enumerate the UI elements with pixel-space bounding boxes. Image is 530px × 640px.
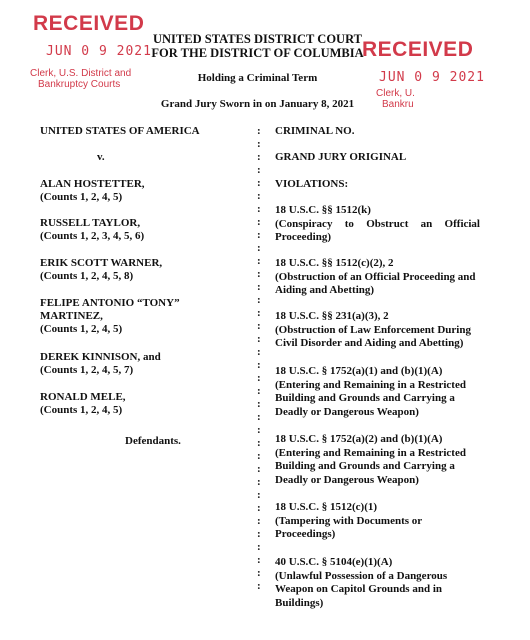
caption-colon: : (257, 333, 261, 345)
versus: v. (97, 151, 105, 163)
received-stamp-left-date: JUN 0 9 2021 (46, 44, 152, 59)
caption-colon: : (257, 541, 261, 553)
violation-desc-line: (Obstruction of Law Enforcement During (275, 323, 471, 336)
caption-colon: : (257, 567, 261, 579)
caption-colon: : (257, 229, 261, 241)
term-heading: Holding a Criminal Term (197, 72, 318, 84)
defendant-name: ERIK SCOTT WARNER, (40, 257, 163, 269)
violation-desc-line: Building and Grounds and Carrying a (275, 392, 455, 404)
caption-colon: : (257, 294, 261, 306)
violation-desc-line: Deadly or Dangerous Weapon) (275, 405, 419, 418)
caption-colon: : (257, 463, 261, 475)
violation-item (275, 433, 480, 487)
plaintiff: UNITED STATES OF AMERICA (40, 125, 200, 137)
violations-label: VIOLATIONS: (275, 178, 349, 190)
defendant-name: ALAN HOSTETTER, (40, 178, 145, 190)
criminal-no: CRIMINAL NO. (275, 125, 355, 137)
received-stamp-left-title: RECEIVED (33, 12, 145, 35)
received-stamp-right-date: JUN 0 9 2021 (379, 70, 485, 85)
caption-colon: : (257, 307, 261, 319)
caption-colon: : (257, 476, 261, 488)
violation-statute: 18 U.S.C. §§ 231(a)(3), 2 (275, 310, 389, 322)
violation-desc-line: (Entering and Remaining in a Restricted (275, 378, 466, 391)
defendant-name: RONALD MELE, (40, 391, 126, 403)
defendant-counts: (Counts 1, 2, 4, 5, 7) (40, 364, 134, 376)
caption-colon: : (257, 502, 261, 514)
violation-statute: 18 U.S.C. § 1752(a)(1) and (b)(1)(A) (275, 365, 443, 377)
caption-colon: : (257, 320, 261, 332)
received-stamp-right-title: RECEIVED (362, 38, 474, 61)
violation-desc-line: (Conspiracy to Obstruct an Official (275, 217, 480, 230)
received-stamp-right-line1: Clerk, U. (376, 88, 415, 99)
violation-item (275, 204, 480, 245)
caption-colon: : (257, 190, 261, 202)
caption-colon: : (257, 216, 261, 228)
grand-jury-original: GRAND JURY ORIGINAL (275, 151, 407, 163)
caption-colon: : (257, 580, 261, 592)
violation-item (275, 257, 480, 298)
defendant-counts: (Counts 1, 2, 4, 5) (40, 323, 123, 335)
defendant-counts: (Counts 1, 2, 4, 5) (40, 404, 123, 416)
violation-statute: 18 U.S.C. § 1752(a)(2) and (b)(1)(A) (275, 433, 443, 445)
defendant-name: FELIPE ANTONIO “TONY” (40, 297, 180, 309)
violation-statute: 40 U.S.C. § 5104(e)(1)(A) (275, 556, 393, 568)
defendant-name-cont: MARTINEZ, (40, 310, 103, 322)
caption-colon: : (257, 385, 261, 397)
violation-desc-line: Buildings) (275, 596, 324, 609)
violation-statute: 18 U.S.C. §§ 1512(k) (275, 204, 371, 216)
defendant-name: RUSSELL TAYLOR, (40, 217, 141, 229)
caption-colon: : (257, 281, 261, 293)
caption-colon: : (257, 203, 261, 215)
violation-desc-line: Proceedings) (275, 528, 336, 540)
caption-colon: : (257, 411, 261, 423)
caption-colon: : (257, 151, 261, 163)
violation-item (275, 365, 480, 419)
violation-desc-line: Deadly or Dangerous Weapon) (275, 473, 419, 486)
violation-desc-line: Aiding and Abetting) (275, 284, 375, 296)
caption-colon: : (257, 164, 261, 176)
caption-colon: : (257, 177, 261, 189)
caption-colon: : (257, 489, 261, 501)
defendant-counts: (Counts 1, 2, 3, 4, 5, 6) (40, 230, 145, 242)
violation-desc-line: (Tampering with Documents or (275, 514, 423, 527)
caption-colon: : (257, 437, 261, 449)
violation-desc-line: Weapon on Capitol Grounds and in (275, 583, 442, 595)
court-name-line1: UNITED STATES DISTRICT COURT (153, 32, 362, 46)
violation-item (275, 310, 480, 351)
caption-colon: : (257, 138, 261, 150)
violation-desc-line: Building and Grounds and Carrying a (275, 460, 455, 472)
violation-item (275, 501, 480, 542)
caption-colon: : (257, 242, 261, 254)
caption-colon: : (257, 268, 261, 280)
received-stamp-right-line2: Bankru (382, 99, 414, 110)
violation-desc-line: Proceeding) (275, 231, 332, 243)
court-name-line2: FOR THE DISTRICT OF COLUMBIA (151, 46, 364, 60)
caption-colon: : (257, 255, 261, 267)
defendant-counts: (Counts 1, 2, 4, 5) (40, 191, 123, 203)
violation-statute: 18 U.S.C. § 1512(c)(1) (275, 501, 378, 513)
caption-colon: : (257, 528, 261, 540)
violation-desc-line: Civil Disorder and Aiding and Abetting) (275, 337, 464, 349)
caption-colon: : (257, 346, 261, 358)
caption-colon: : (257, 372, 261, 384)
violation-statute: 18 U.S.C. §§ 1512(c)(2), 2 (275, 257, 394, 269)
received-stamp-left-line2: Bankruptcy Courts (38, 79, 121, 90)
grand-jury-heading: Grand Jury Sworn in on January 8, 2021 (160, 98, 355, 110)
caption-colon: : (257, 125, 261, 137)
violation-desc-line: (Unlawful Possession of a Dangerous (275, 569, 448, 582)
defendant-name: DEREK KINNISON, and (40, 351, 161, 363)
caption-colon: : (257, 515, 261, 527)
caption-colon: : (257, 398, 261, 410)
defendant-counts: (Counts 1, 2, 4, 5, 8) (40, 270, 134, 282)
defendants-label: Defendants. (125, 435, 181, 447)
caption-colon: : (257, 450, 261, 462)
caption-colon: : (257, 554, 261, 566)
violation-desc-line: (Obstruction of an Official Proceeding and (275, 270, 476, 283)
violation-item (275, 556, 480, 610)
violation-desc-line: (Entering and Remaining in a Restricted (275, 446, 466, 459)
received-stamp-left-line1: Clerk, U.S. District and (30, 68, 132, 79)
caption-colon: : (257, 359, 261, 371)
caption-colon: : (257, 424, 261, 436)
